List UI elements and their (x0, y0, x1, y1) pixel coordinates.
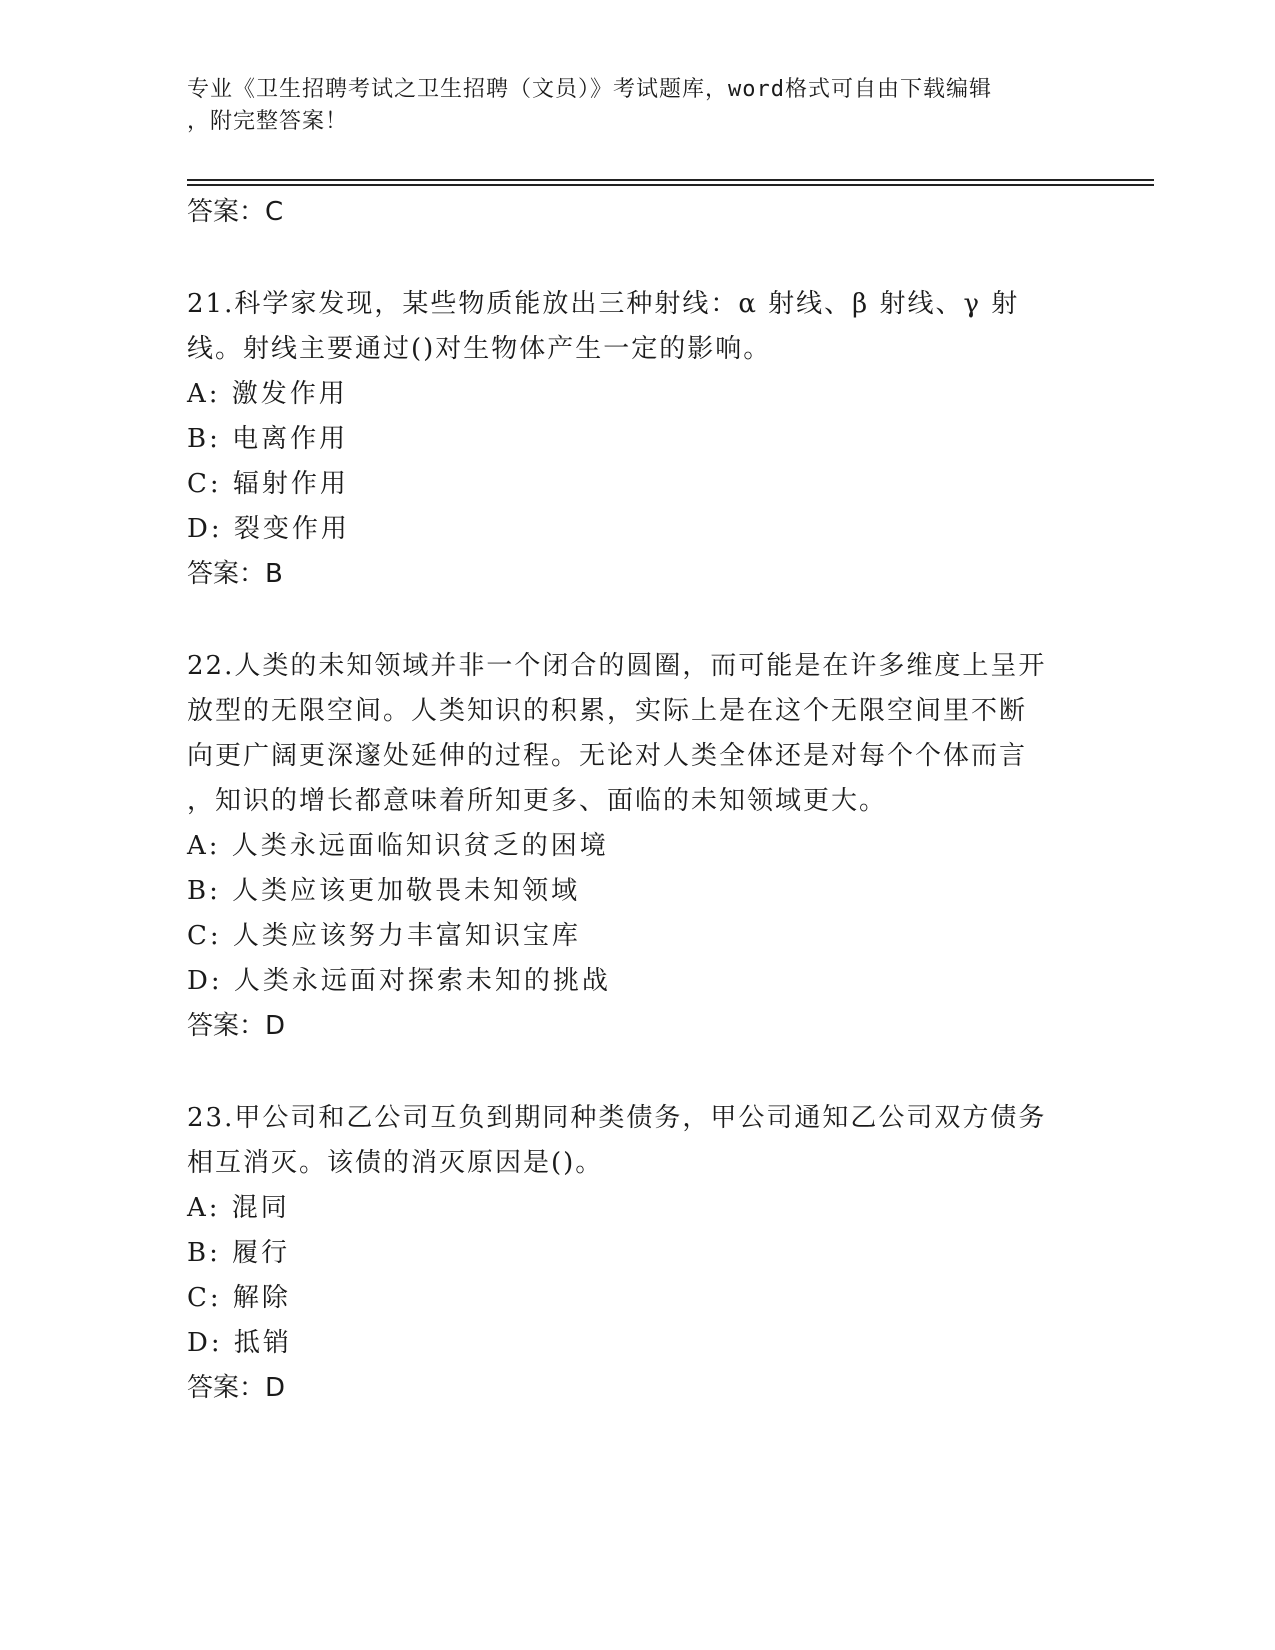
question-list (187, 190, 1087, 1410)
answer: 答案：D (187, 1011, 286, 1041)
question-text-line: 向更广阔更深邃处延伸的过程。无论对人类全体还是对每个个体而言 (187, 741, 1028, 771)
answer: 答案：D (187, 1373, 286, 1403)
answer: 答案：B (187, 559, 283, 589)
option-c: C: 解除 (187, 1283, 291, 1313)
question-text-line: 放型的无限空间。人类知识的积累，实际上是在这个无限空间里不断 (187, 696, 1028, 726)
question-text-line: 21.科学家发现，某些物质能放出三种射线：α 射线、β 射线、γ 射 (187, 289, 1020, 319)
option-d: D: 抵销 (187, 1328, 292, 1358)
option-a: A: 人类永远面临知识贫乏的困境 (187, 831, 609, 861)
question-21 (187, 282, 1087, 596)
question-text-line: 相互消灭。该债的消灭原因是()。 (187, 1148, 604, 1178)
option-b: B: 电离作用 (187, 424, 349, 454)
question-text-line: 23.甲公司和乙公司互负到期同种类债务，甲公司通知乙公司双方债务 (187, 1103, 1047, 1133)
option-a: A: 混同 (187, 1193, 290, 1223)
header-line-2: ，附完整答案！ (187, 109, 349, 134)
option-b: B: 人类应该更加敬畏未知领域 (187, 876, 581, 906)
previous-answer: 答案：C (187, 197, 284, 227)
option-c: C: 人类应该努力丰富知识宝库 (187, 921, 581, 951)
question-text-line: 22.人类的未知领域并非一个闭合的圆圈，而可能是在许多维度上呈开 (187, 651, 1047, 681)
option-b: B: 履行 (187, 1238, 291, 1268)
header-rule-top (187, 179, 1154, 181)
option-d: D: 裂变作用 (187, 514, 350, 544)
option-d: D: 人类永远面对探索未知的挑战 (187, 966, 611, 996)
option-a: A: 激发作用 (187, 379, 348, 409)
header-rule-bottom (187, 184, 1154, 186)
question-23 (187, 1096, 1087, 1410)
option-c: C: 辐射作用 (187, 469, 349, 499)
header-line-1: 专业《卫生招聘考试之卫生招聘（文员）》考试题库，word格式可自由下载编辑 (187, 77, 992, 102)
question-22 (187, 644, 1087, 1048)
question-text-line: ，知识的增长都意味着所知更多、面临的未知领域更大。 (187, 786, 888, 816)
question-text-line: 线。射线主要通过()对生物体产生一定的影响。 (187, 334, 772, 364)
document-header (187, 74, 1067, 138)
